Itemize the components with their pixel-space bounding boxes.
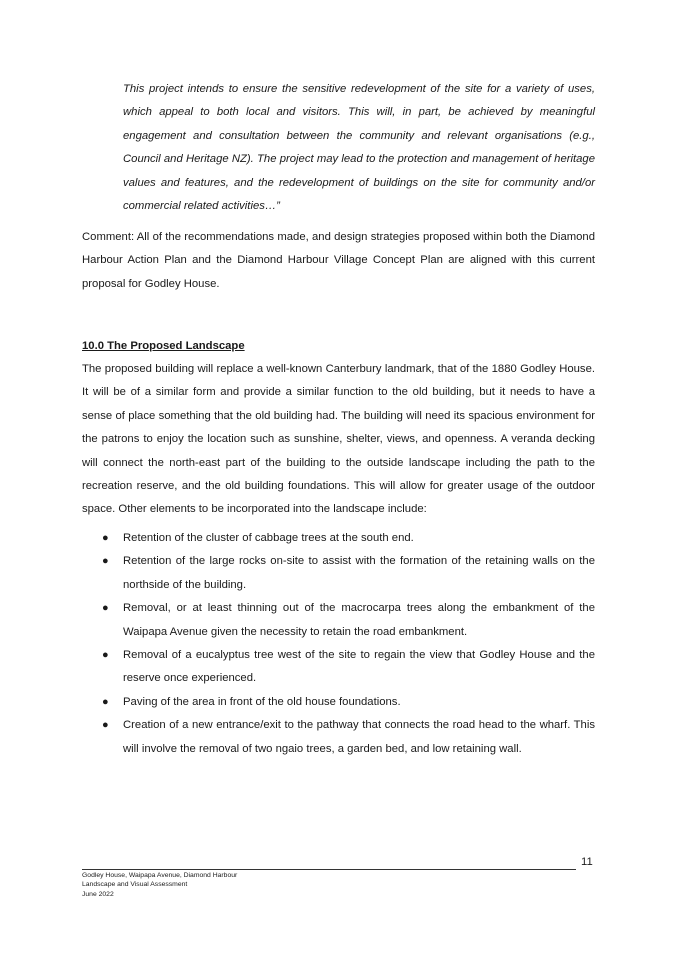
list-item-text: Removal, or at least thinning out of the macrocarpa trees along the embankment of the Waipapa Avenue given the necessity to retain the road embankment.: [123, 602, 595, 638]
comment-paragraph: Comment: All of the recommendations made, and design strategies proposed within both the Diamond Harbour Action Plan and the Diamond Harbour Village Concept Plan are aligned with this current proposal for Godley House.: [82, 231, 595, 290]
list-item: [82, 644, 595, 691]
bullet-icon: ●: [102, 555, 109, 568]
bullet-icon: ●: [102, 602, 109, 615]
section-body-paragraph: The proposed building will replace a well-known Canterbury landmark, that of the 1880 Godley House. It will be of a similar form and provide a similar function to the old building, but it needs to have a sense of place something that the old building had. The building will need its spacious environment for the patrons to enjoy the location such as sunshine, shelter, views, and openness. A veranda decking will connect the north-east part of the building to the outside landscape including the path to the recreation reserve, and the old building foundations. This will allow for greater usage of the outdoor space. Other elements to be incorporated into the landscape include:: [82, 363, 595, 516]
bullet-icon: ●: [102, 719, 109, 732]
section-heading: 10.0 The Proposed Landscape: [82, 340, 245, 352]
footer-divider: [82, 869, 576, 870]
list-item-text: Paving of the area in front of the old house foundations.: [123, 695, 401, 708]
bullet-icon: ●: [102, 695, 109, 708]
list-item: [82, 597, 595, 644]
footer-line-date: June 2022: [82, 890, 114, 898]
list-item: [82, 527, 595, 550]
landscape-elements-list: [82, 527, 595, 761]
bullet-icon: ●: [102, 532, 109, 544]
bullet-icon: ●: [102, 649, 109, 662]
footer-line-title: Godley House, Waipapa Avenue, Diamond Harbour: [82, 872, 238, 879]
list-item-text: Retention of the cluster of cabbage trees at the south end.: [123, 532, 414, 544]
list-item: [82, 691, 595, 714]
list-item: [82, 550, 595, 597]
list-item-text: Removal of a eucalyptus tree west of the site to regain the view that Godley House and the reserve once experienced.: [123, 649, 595, 685]
list-item: [82, 714, 595, 761]
page-number: 11: [581, 856, 593, 868]
quote-paragraph: This project intends to ensure the sensitive redevelopment of the site for a variety of uses, which appeal to both local and visitors. This will, in part, be achieved by meaningful engagement and consultation between the community and relevant organisations (e.g., Council and Heritage NZ). The project may lead to the protection and management of heritage values and features, and the redevelopment of buildings on the site for community and/or commercial related activities…”: [123, 83, 595, 213]
footer: [82, 871, 237, 899]
footer-line-report: Landscape and Visual Assessment: [82, 881, 188, 889]
list-item-text: Creation of a new entrance/exit to the pathway that connects the road head to the wharf. This will involve the removal of two ngaio trees, a garden bed, and low retaining wall.: [123, 719, 595, 755]
list-item-text: Retention of the large rocks on-site to assist with the formation of the retaining walls on the northside of the building.: [123, 555, 595, 591]
